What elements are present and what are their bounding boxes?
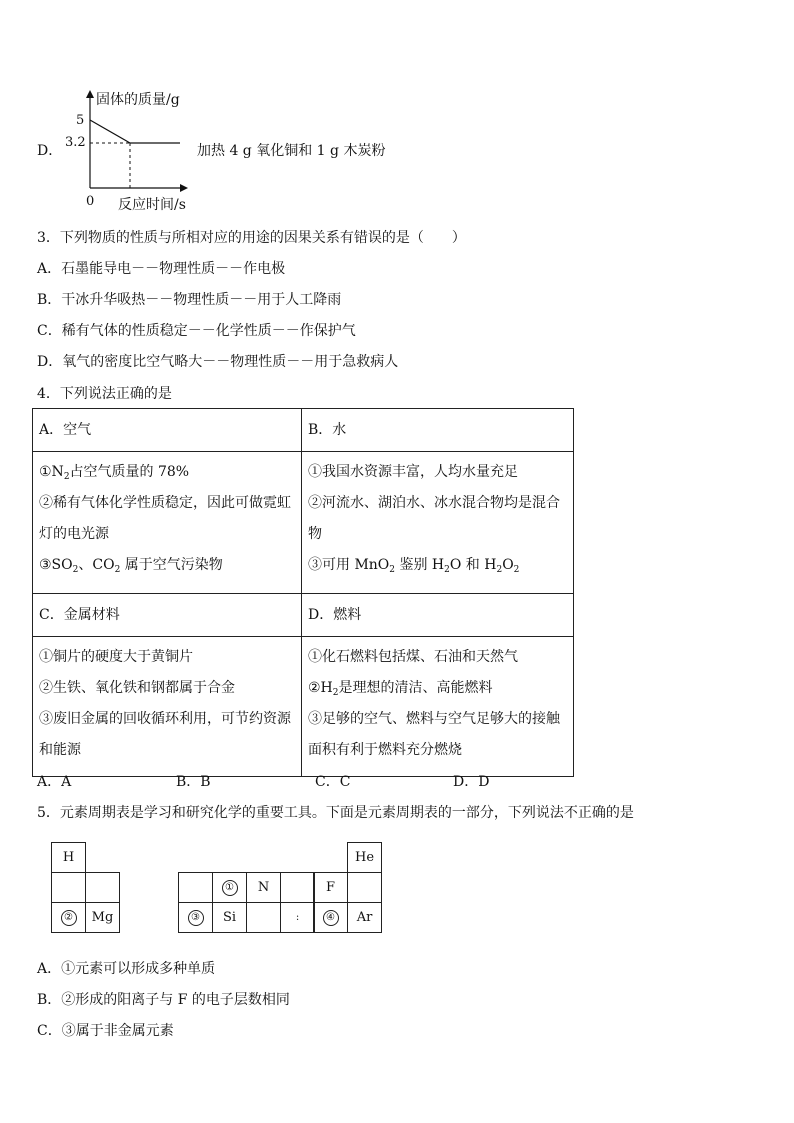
q3-option-c: C．稀有气体的性质稳定－－化学性质－－作保护气 xyxy=(37,323,356,339)
y-tick-3-2: 3.2 xyxy=(65,135,86,150)
cell-a-item-1: $①N_2$占空气质量的 78% xyxy=(39,464,190,482)
q3-option-d: D．氧气的密度比空气略大－－物理性质－－用于急救病人 xyxy=(37,354,399,370)
q4-choice-a: A．A xyxy=(37,774,72,790)
y-axis-label: 固体的质量/g xyxy=(96,92,180,108)
pt-cell-si: Si xyxy=(212,902,247,933)
q4-stem: 4．下列说法正确的是 xyxy=(37,386,172,402)
origin-label: 0 xyxy=(86,194,95,209)
q5-option-c: C．③属于非金属元素 xyxy=(37,1023,174,1039)
series-line xyxy=(90,120,180,143)
cell-d-item-1: ①化石燃料包括煤、石油和天然气 xyxy=(308,649,518,665)
q2-option-d-label: D． xyxy=(37,143,63,159)
pt-cell-ar: Ar xyxy=(347,902,382,933)
cell-b-item-1: ①我国水资源丰富，人均水量充足 xyxy=(308,464,518,480)
cell-c-body xyxy=(33,637,302,777)
cell-b-title: B．水 xyxy=(302,409,574,452)
y-axis-arrow xyxy=(86,90,94,98)
cell-d-title: D．燃料 xyxy=(302,594,574,637)
pt-cell-s: : xyxy=(280,902,315,933)
pt-cell-li xyxy=(51,872,86,903)
pt-cell-b xyxy=(178,872,213,903)
pt-cell-marker-3: ③ xyxy=(178,902,213,933)
q2-option-d-text: 加热 4 g 氧化铜和 1 g 木炭粉 xyxy=(197,143,386,159)
cell-a-body xyxy=(33,452,302,594)
pt-cell-ne xyxy=(347,872,382,903)
cell-c-title: C．金属材料 xyxy=(33,594,302,637)
pt-cell-be xyxy=(85,872,120,903)
q4-table xyxy=(32,408,574,777)
q3-stem: 3．下列物质的性质与所相对应的用途的因果关系有错误的是（ ） xyxy=(37,230,466,246)
q5-option-b: B．②形成的阳离子与 F 的电子层数相同 xyxy=(37,992,290,1008)
pt-cell-marker-4: ④ xyxy=(313,902,348,933)
cell-b-item-2: ②河流水、湖泊水、冰水混合物均是混合 xyxy=(308,495,560,511)
cell-b-body xyxy=(302,452,574,594)
pt-cell-he: He xyxy=(347,842,382,873)
cell-c-item-3: ③废旧金属的回收循环利用，可节约资源 xyxy=(39,711,291,727)
cell-c-item-3-cont: 和能源 xyxy=(39,742,81,758)
cell-d-body xyxy=(302,637,574,777)
q4-choice-c: C．C xyxy=(315,774,351,790)
cell-d-item-2: $②H_2$是理想的清洁、高能燃料 xyxy=(308,680,493,698)
q3-option-a: A．石墨能导电－－物理性质－－作电极 xyxy=(37,261,286,277)
pt-cell-f: F xyxy=(313,872,348,903)
cell-a-item-3: $③SO_2$、$CO_2$ 属于空气污染物 xyxy=(39,557,223,575)
q4-choice-b: B．B xyxy=(176,774,211,790)
cell-b-item-3: ③可用 MnO$_2$ 鉴别 $H_2O$ 和 $H_2O_2$ xyxy=(308,557,520,575)
pt-cell-marker-2: ② xyxy=(51,902,86,933)
cell-a-title: A．空气 xyxy=(33,409,302,452)
q4-choice-d: D．D xyxy=(453,774,490,790)
cell-a-item-2: ②稀有气体化学性质稳定，因此可做霓虹 xyxy=(39,495,291,511)
y-tick-5: 5 xyxy=(76,113,85,128)
q5-option-a: A．①元素可以形成多种单质 xyxy=(37,961,216,977)
pt-cell-n: N xyxy=(246,872,281,903)
cell-a-item-2-cont: 灯的电光源 xyxy=(39,526,109,542)
pt-cell-marker-1: ① xyxy=(212,872,247,903)
cell-c-item-2: ②生铁、氧化铁和钢都属于合金 xyxy=(39,680,235,696)
pt-cell-mg: Mg xyxy=(85,902,120,933)
pt-cell-p xyxy=(246,902,281,933)
cell-d-item-3-cont: 面积有利于燃料充分燃烧 xyxy=(308,742,462,758)
cell-c-item-1: ①铜片的硬度大于黄铜片 xyxy=(39,649,193,665)
x-axis-label: 反应时间/s xyxy=(118,197,186,213)
cell-b-item-2-cont: 物 xyxy=(308,526,322,542)
q3-option-b: B．干冰升华吸热－－物理性质－－用于人工降雨 xyxy=(37,292,342,308)
q5-stem: 5．元素周期表是学习和研究化学的重要工具。下面是元素周期表的一部分，下列说法不正确的是 xyxy=(37,805,634,821)
cell-d-item-3: ③足够的空气、燃料与空气足够大的接触 xyxy=(308,711,560,727)
x-axis-arrow xyxy=(180,184,188,192)
pt-cell-h: H xyxy=(51,842,86,873)
pt-cell-o xyxy=(280,872,315,903)
